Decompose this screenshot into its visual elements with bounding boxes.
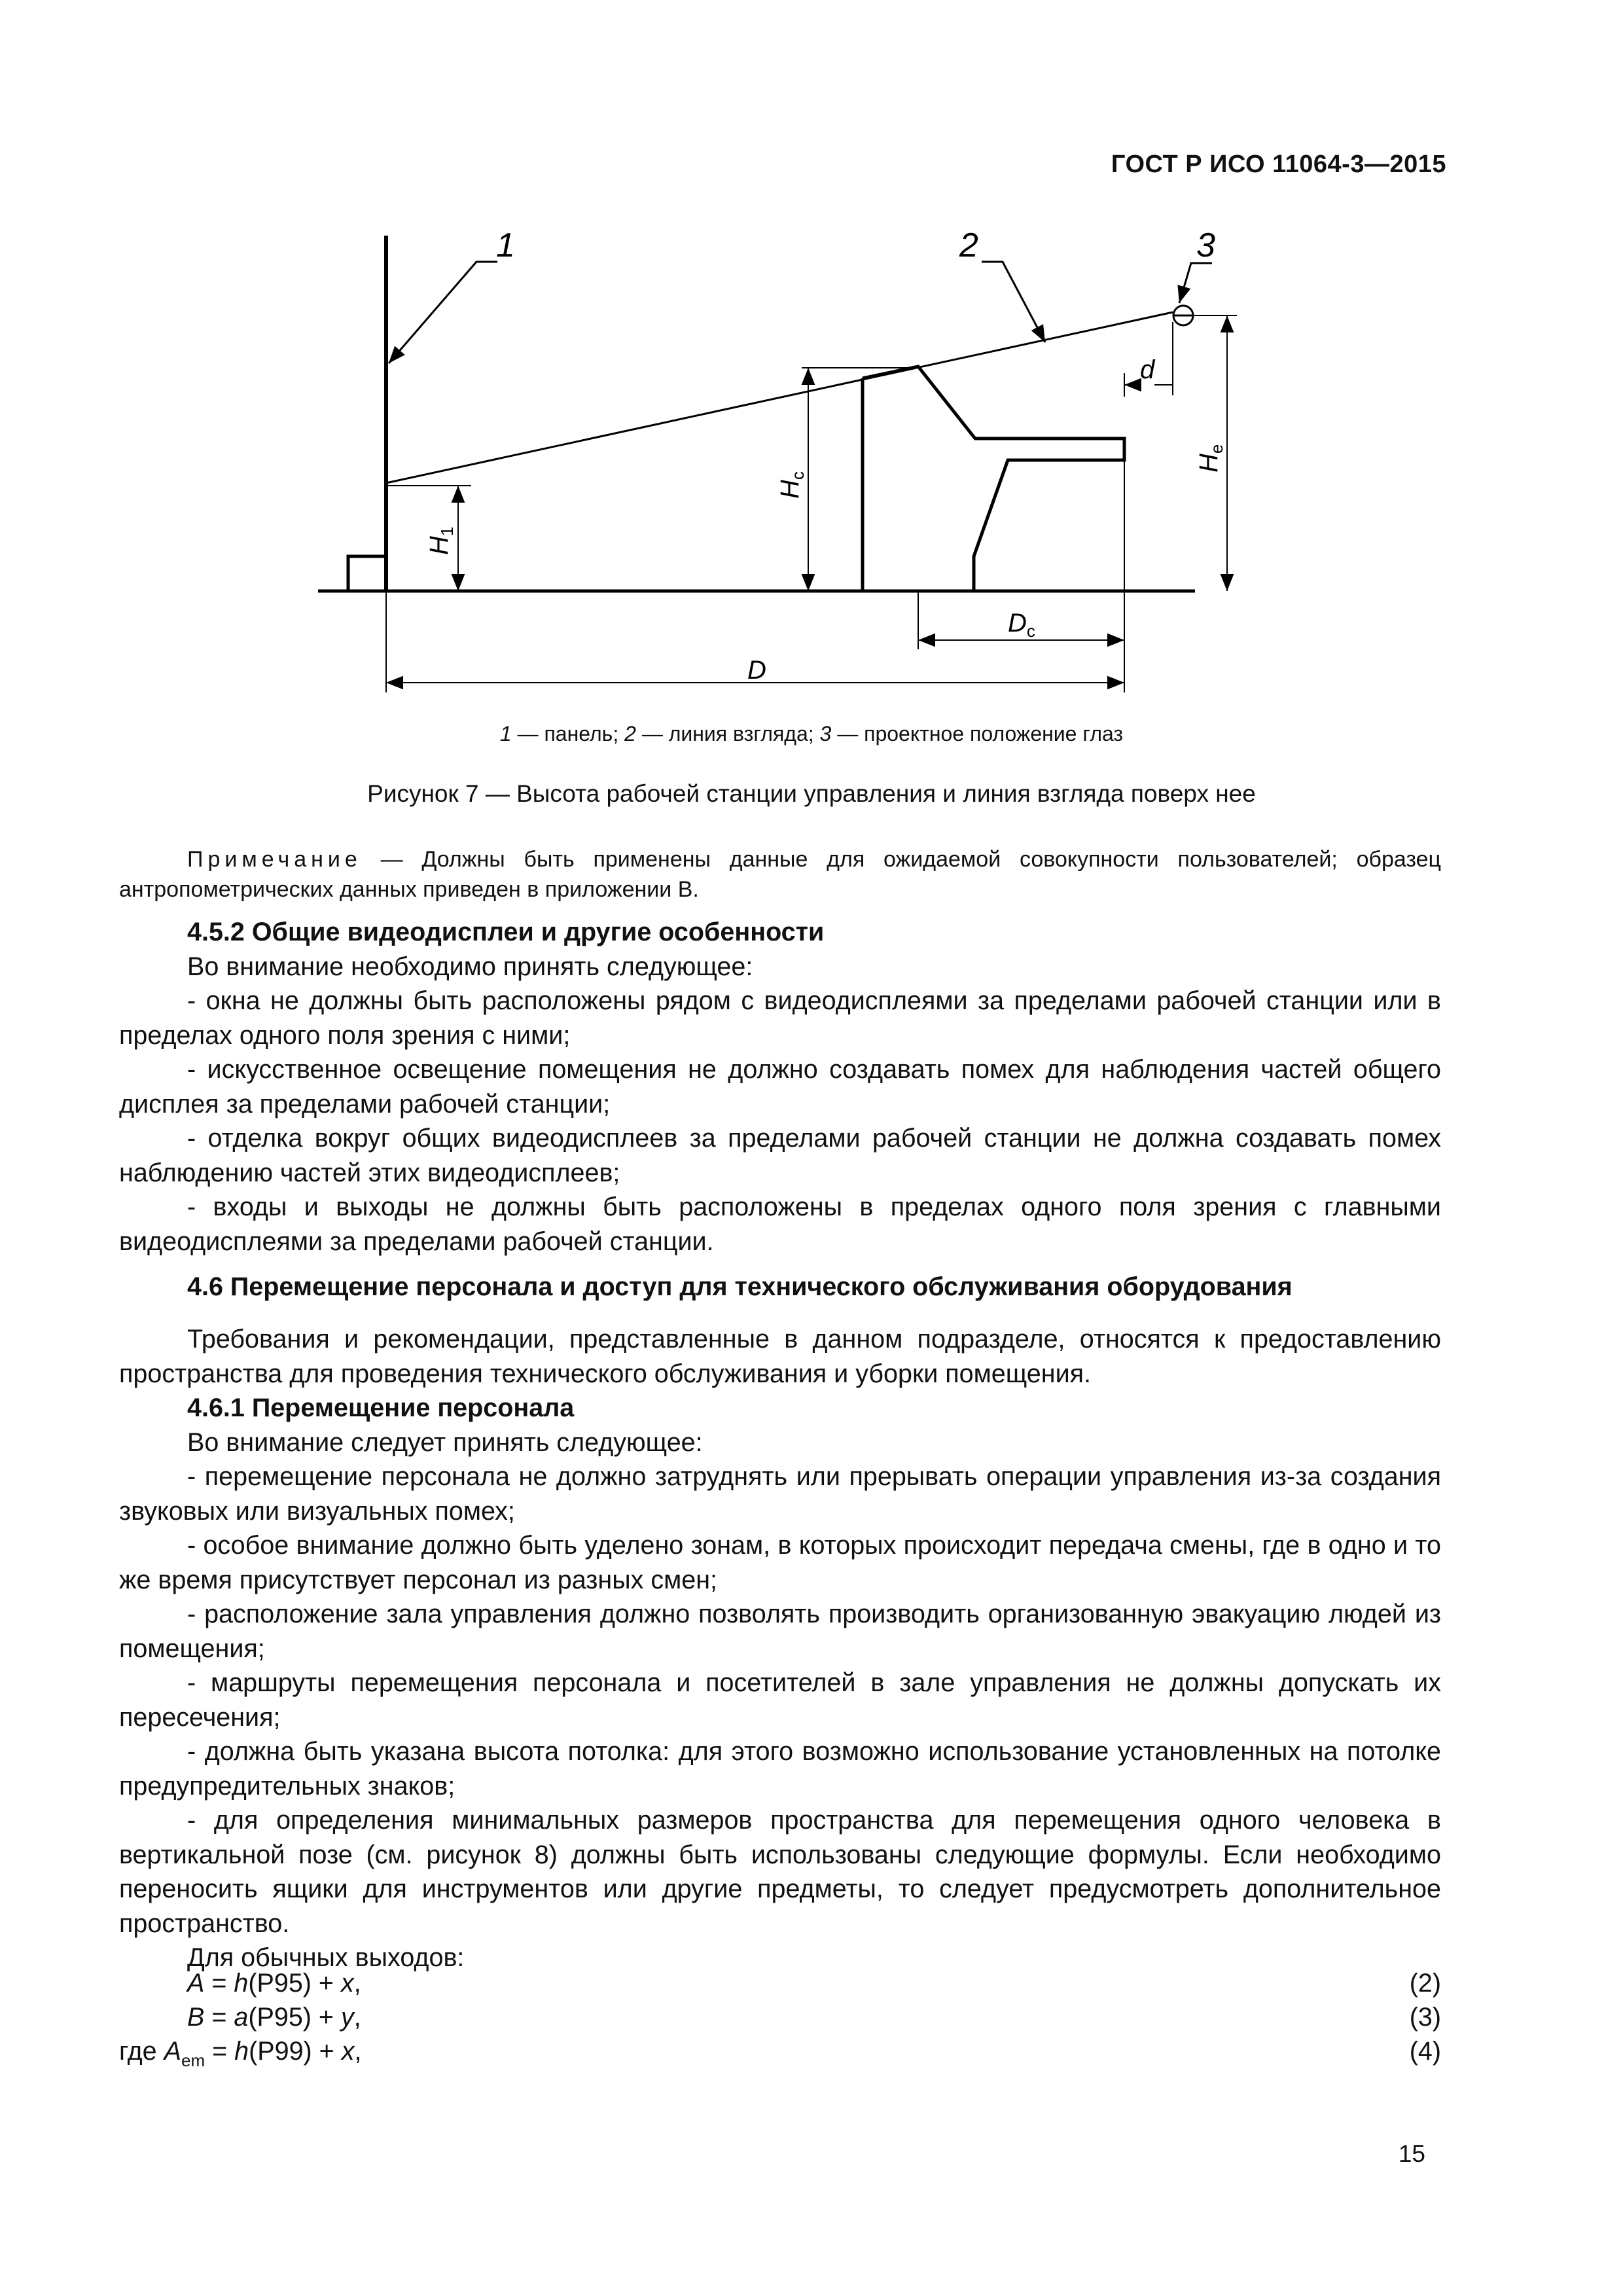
intro-4-6-1: Во внимание следует принять следующее: bbox=[187, 1427, 703, 1457]
list-item: - перемещение персонала не должно затруднять или прерывать операции управления из-за создания звуковых или визуальных помех; bbox=[119, 1462, 1441, 1526]
callout-2-leader bbox=[982, 262, 1045, 342]
note-text: — Должны быть применены данные для ожидаемой совокупности пользователей; образец антропометрических данных приведен в приложении В. bbox=[119, 847, 1441, 902]
equation-3: B = a(P95) + y, (3) bbox=[187, 2003, 1441, 2032]
callout-1-label: 1 bbox=[496, 226, 515, 264]
equation-2: A = h(P95) + x, (2) bbox=[187, 1969, 1441, 1998]
callout-1-leader bbox=[389, 262, 497, 363]
list-item: - расположение зала управления должно позволять производить организованную эвакуацию людей из помещения; bbox=[119, 1600, 1441, 1663]
page-number: 15 bbox=[1398, 2140, 1425, 2167]
intro-4-6: Требования и рекомендации, представленные в данном подразделе, относятся к предоставлению пространства для проведения технического обслуживания и уборки помещения. bbox=[119, 1325, 1441, 1388]
list-item: - входы и выходы не должны быть расположены в пределах одного поля зрения с главными видеодисплеями за пределами рабочей станции. bbox=[119, 1193, 1441, 1256]
list-item: - окна не должны быть расположены рядом с видеодисплеями за пределами рабочей станции или в пределах одного поля зрения с ними; bbox=[119, 986, 1441, 1050]
panel-base bbox=[348, 556, 386, 591]
list-item: - для определения минимальных размеров пространства для перемещения одного человека в вертикальной позе (см. рисунок 8) должны быть использованы следующие формулы. Если необходимо переносить ящики для инструментов или другие предметы, то следует предусмотреть дополнительное пространство. bbox=[119, 1806, 1441, 1938]
legend-num-2: 2 bbox=[624, 722, 636, 745]
heading-4-5-2: 4.5.2 Общие видеодисплеи и другие особенности bbox=[187, 918, 825, 946]
note-label: Примечание bbox=[187, 847, 362, 872]
section-4-6-body bbox=[119, 1322, 1441, 1975]
document-header: ГОСТ Р ИСО 11064-3—2015 bbox=[1111, 151, 1446, 178]
list-item: - искусственное освещение помещения не должно создавать помех для наблюдения частей общего дисплея за пределами рабочей станции; bbox=[119, 1055, 1441, 1119]
equation-number: (3) bbox=[1409, 2003, 1441, 2032]
label-He: $H_e$ bbox=[1194, 444, 1226, 473]
list-item: - должна быть указана высота потолка: для этого возможно использование установленных на потолке предупредительных знаков; bbox=[119, 1737, 1441, 1801]
exits-intro: Для обычных выходов: bbox=[187, 1943, 465, 1972]
label-D: D bbox=[747, 656, 766, 685]
heading-4-6: 4.6 Перемещение персонала и доступ для технического обслуживания оборудования bbox=[187, 1272, 1293, 1301]
legend-num-1: 1 bbox=[499, 722, 512, 745]
line-of-sight bbox=[386, 312, 1173, 483]
legend-num-3: 3 bbox=[819, 722, 832, 745]
section-4-6 bbox=[119, 1270, 1441, 1304]
note-block bbox=[119, 844, 1441, 905]
equation-4: где $A_{em} = h(P99) + x$, (4) bbox=[119, 2037, 1441, 2070]
equation-number: (4) bbox=[1409, 2037, 1441, 2066]
figure-7-diagram bbox=[288, 223, 1257, 707]
label-Hc: $H_c$ bbox=[776, 471, 808, 499]
equation-number: (2) bbox=[1409, 1969, 1441, 1998]
section-4-5-2 bbox=[119, 915, 1441, 1259]
note-paragraph bbox=[119, 844, 1441, 905]
figure-legend: 1 — панель; 2 — линия взгляда; 3 — проектное положение глаз bbox=[499, 722, 1124, 745]
intro-4-5-2: Во внимание необходимо принять следующее: bbox=[187, 952, 753, 981]
list-item: - маршруты перемещения персонала и посетителей в зале управления не должны допускать их пересечения; bbox=[119, 1668, 1441, 1732]
callout-3-leader bbox=[1179, 263, 1212, 303]
label-Dc: $D_c$ bbox=[1008, 609, 1035, 641]
figure-caption: Рисунок 7 — Высота рабочей станции управления и линия взгляда поверх нее bbox=[367, 780, 1256, 807]
heading-4-6-1: 4.6.1 Перемещение персонала bbox=[187, 1393, 575, 1422]
console-top bbox=[863, 367, 1124, 591]
label-d: d bbox=[1140, 355, 1155, 384]
label-H1: $H_1$ bbox=[425, 526, 457, 555]
list-item: - особое внимание должно быть уделено зонам, в которых происходит передача смены, где в одно и то же время присутствует персонал из разных смен; bbox=[119, 1531, 1441, 1594]
callout-3-label: 3 bbox=[1196, 226, 1215, 264]
callout-2-label: 2 bbox=[959, 226, 978, 264]
list-item: - отделка вокруг общих видеодисплеев за пределами рабочей станции не должна создавать помех наблюдению частей этих видеодисплеев; bbox=[119, 1124, 1441, 1187]
